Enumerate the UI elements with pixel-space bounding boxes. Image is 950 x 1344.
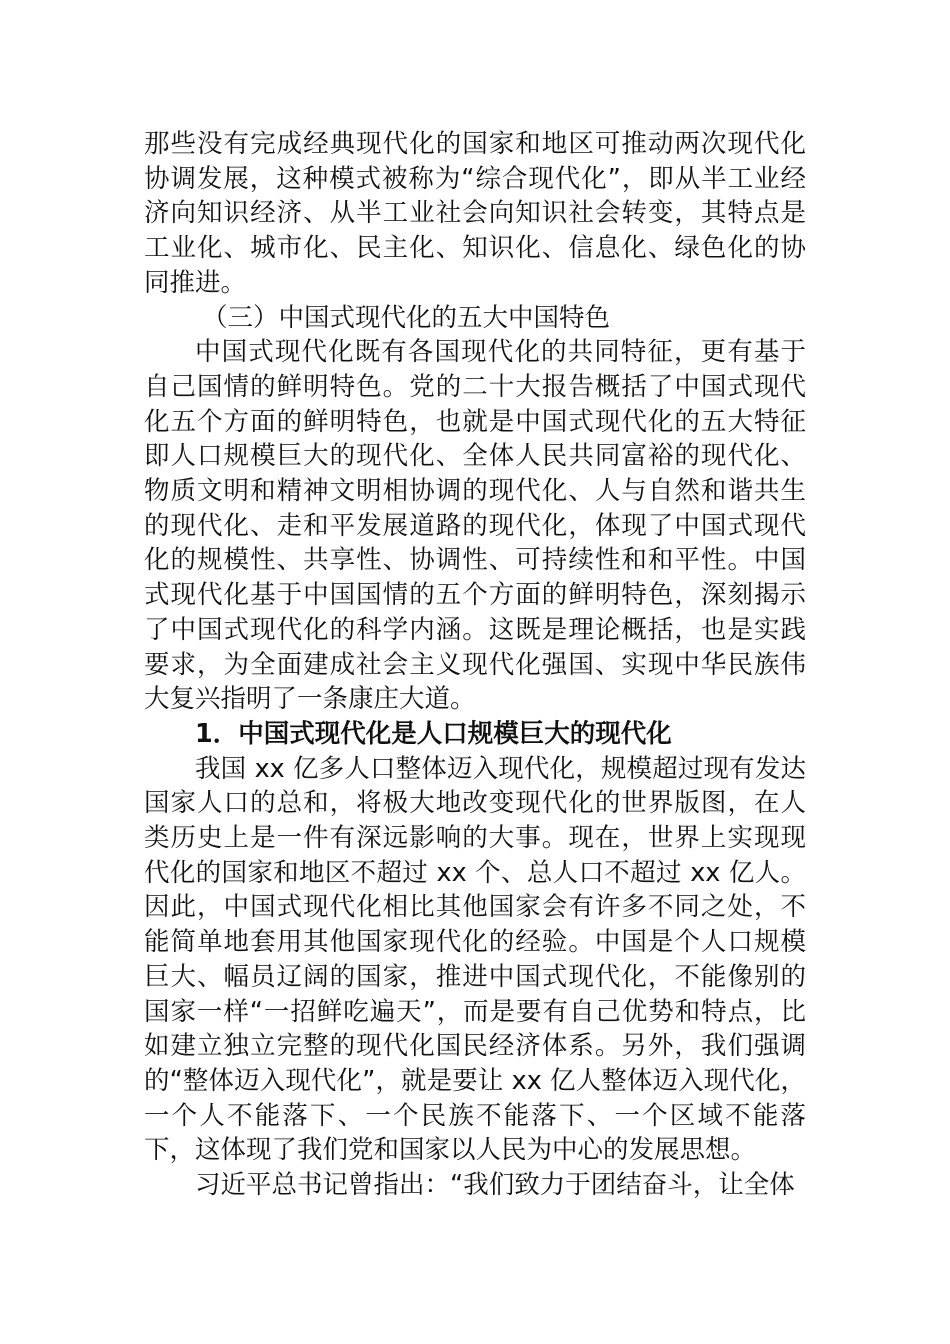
paragraph-population: 我国 xx 亿多人口整体迈入现代化，规模超过现有发达国家人口的总和，将极大地改变现代化的世界版图，在人类历史上是一件有深远影响的大事。现在，世界上实现现代化的国家和地区不超过 xx 个、总人口不超过 xx 亿人。因此，中国式现代化相比其他国家会有许多不同之处，不能简单地套用其他国家现代化的经验。中国是个人口规模巨大、幅员辽阔的国家，推进中国式现代化，不能像别的国家一样“一招鲜吃遍天”，而是要有自己优势和特点，比如建立独立完整的现代化国民经济体系。另外，我们强调的“整体迈入现代化”，就是要让 xx 亿人整体迈入现代化，一个人不能落下、一个民族不能落下、一个区域不能落下，这体现了我们党和国家以人民为中心的发展思想。 [144,753,806,1166]
document-page [144,127,806,1203]
subheading-population-scale: 1．中国式现代化是人口规模巨大的现代化 [195,718,672,749]
paragraph-comprehensive-modernization: 那些没有完成经典现代化的国家和地区可推动两次现代化协调发展，这种模式被称为“综合现代化”，即从半工业经济向知识经济、从半工业社会向知识社会转变，其特点是工业化、城市化、民主化、知识化、信息化、绿色化的协同推进。 [144,129,806,298]
paragraph-five-features: 中国式现代化既有各国现代化的共同特征，更有基于自己国情的鲜明特色。党的二十大报告概括了中国式现代化五个方面的鲜明特色，也就是中国式现代化的五大特征即人口规模巨大的现代化、全体人民共同富裕的现代化、物质文明和精神文明相协调的现代化、人与自然和谐共生的现代化、走和平发展道路的现代化，体现了中国式现代化的规模性、共享性、协调性、可持续性和和平性。中国式现代化基于中国国情的五个方面的鲜明特色，深刻揭示了中国式现代化的科学内涵。这既是理论概括，也是实践要求，为全面建成社会主义现代化强国、实现中华民族伟大复兴指明了一条康庄大道。 [144,337,806,715]
section-title: （三）中国式现代化的五大中国特色 [202,302,611,333]
paragraph-quote-start: 习近平总书记曾指出：“我们致力于团结奋斗，让全体 [195,1170,795,1201]
